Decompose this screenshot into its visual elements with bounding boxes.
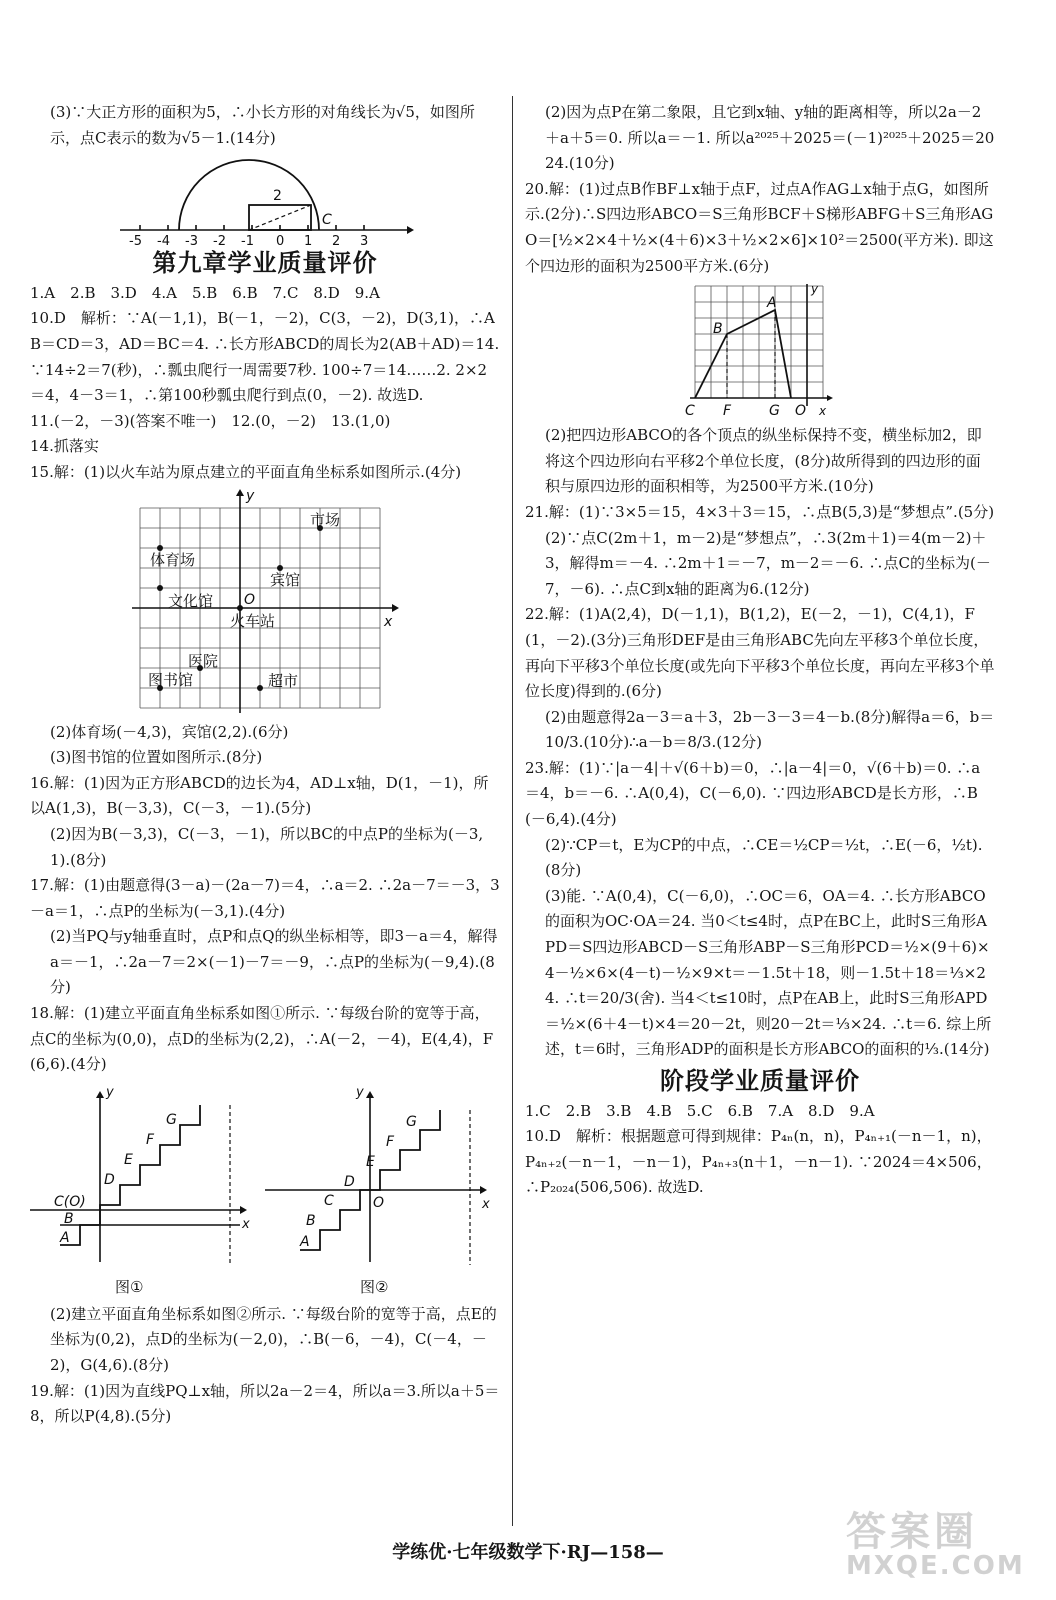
paragraph: 15.解：(1)以火车站为原点建立的平面直角坐标系如图所示.(4分) (30, 462, 462, 481)
tick-label: -3 (185, 234, 198, 246)
paragraph: 18.解：(1)建立平面直角坐标系如图①所示. ∵每级台阶的宽等于高，点C的坐标为(0,0)，点D的坐标为(2,2)，∴A(－2，－4)，E(4,4)，F(6,6).(4分) (30, 1004, 494, 1074)
paragraph: (2)因为点P在第二象限，且它到x轴、y轴的距离相等，所以2a－2＋a＋5＝0. 所以a＝－1. 所以a²⁰²⁵＋2025＝(－1)²⁰²⁵＋2025＝2024.(10分) (545, 103, 995, 173)
point-label: F (146, 1131, 155, 1148)
point-label: O (795, 403, 807, 420)
tick-label: 2 (332, 234, 341, 246)
paragraph: (2)建立平面直角坐标系如图②所示. ∵每级台阶的宽等于高，点E的坐标为(0,2)，点D的坐标为(－2,0)，∴B(－6，－4)，C(－4，－2)，G(4,6).(8分) (50, 1304, 497, 1375)
point-label: B (64, 1210, 74, 1227)
paragraph: 22.解：(1)A(2,4)，D(－1,1)，B(1,2)，E(－2，－1)，C(4,1)，F(1，－2).(3分)三角形DEF是由三角形ABC先向左平移3个单位长度，再向下平移3个单位长度(或先向下平移3个单位长度，再向左平移3个单位长度)得到的.(6分) (525, 605, 995, 701)
stairs-figures (30, 1080, 500, 1300)
axis-label: x (242, 1216, 250, 1232)
watermark-logo (846, 1500, 1036, 1590)
point-label: G (166, 1111, 177, 1128)
paragraph: (2)∵CP＝t，E为CP的中点，∴CE＝½CP＝½t，∴E(－6，½t).(8分) (545, 835, 983, 880)
paragraph: (2)由题意得2a－3＝a＋3，2b－3－3＝4－b.(8分)解得a＝6，b＝10/3.(10分)∴a－b＝8/3.(12分) (545, 707, 995, 752)
place-label: 体育场 (150, 550, 196, 569)
place-label: 文化馆 (168, 591, 214, 610)
stairs-figure-2 (265, 1085, 490, 1296)
place-label: 市场 (310, 510, 341, 529)
paragraph: (3)能. ∵A(0,4)，C(－6,0)，∴OC＝6，OA＝4. ∴长方形ABCO的面积为OC·OA＝24. 当0＜t≤4时，点P在BC上，此时S三角形APD＝S四边形ABCD－S三角形ABP－S三角形PCD＝½×(9＋6)×4－½×6×(4－t)－½×9×t＝－1.5t＋18，则－1.5t＋18＝⅓×24. ∴t＝20/3(舍). 当4＜t≤10时，点P在AB上，此时S三角形APD＝½×(6＋4－t)×4＝20－2t，则20－2t＝⅓×24. ∴t＝6. 综上所述，t＝6时，三角形ADP的面积是长方形ABCO的面积的⅓.(14分) (545, 886, 992, 1059)
map-coordinate-figure (130, 488, 400, 718)
paragraph: 16.解：(1)因为正方形ABCD的边长为4，AD⊥x轴，D(1，－1)，所以A(1,3)，B(－3,3)，C(－3，－1).(5分) (30, 773, 489, 818)
paragraph: 23.解：(1)∵|a－4|＋√(6＋b)＝0，∴|a－4|＝0，√(6＋b)＝0. ∴a＝4，b＝－6. ∴A(0,4)，C(－6,0). ∵四边形ABCD是长方形，∴B(－6,4).(4分) (525, 758, 981, 829)
tick-label: -2 (213, 234, 226, 246)
point-label: B (306, 1212, 316, 1229)
place-label: 医院 (188, 651, 219, 670)
paragraph: 10.D 解析：根据题意可得到规律：P₄ₙ(n，n)，P₄ₙ₊₁(－n－1，n)，P₄ₙ₊₂(－n－1，－n－1)，P₄ₙ₊₃(n＋1，－n－1). ∵2024＝4×506，∴P₂₀₂₄(506,506). 故选D. (525, 1127, 992, 1197)
page-footer: 学练优·七年级数学下·RJ—158— (392, 1542, 664, 1563)
left-column (30, 100, 505, 1430)
quad-grid (695, 286, 823, 398)
axis-label: y (811, 282, 819, 297)
paragraph: (2)∵点C(2m＋1，m－2)是“梦想点”，∴3(2m＋1)＝4(m－2)＋3，解得m＝－4. ∴2m＋1＝－7，m－2＝－6. ∴点C的坐标为(－7，－6). ∴点C到x轴的距离为6.(12分) (545, 528, 991, 598)
point-label: E (366, 1153, 375, 1170)
point-c-label: C (322, 212, 332, 229)
axis-label: y (106, 1084, 114, 1100)
paragraph: (2)当PQ与y轴垂直时，点P和点Q的纵坐标相等，即3－a＝4，解得a＝－1，∴2a－7＝2×(－1)－7＝－9，∴点P的坐标为(－9,4).(8分) (50, 927, 498, 997)
origin-label: O (244, 591, 256, 608)
point-label: B (713, 321, 723, 338)
paragraph: 14.抓落实 (30, 437, 99, 456)
origin-label: O (373, 1194, 385, 1211)
paragraph: 1.A 2.B 3.D 4.A 5.B 6.B 7.C 8.D 9.A (30, 283, 380, 302)
point-label: E (124, 1151, 133, 1168)
place-label: 宾馆 (270, 570, 301, 589)
point-label: G (406, 1113, 417, 1130)
tick-label: -5 (129, 234, 142, 246)
x-axis-label: x (384, 613, 393, 630)
rect-side-label: 2 (273, 188, 282, 205)
paragraph: 11.(－2，－3)(答案不唯一) 12.(0，－2) 13.(1,0) (30, 411, 391, 430)
paragraph: 20.解：(1)过点B作BF⊥x轴于点F，过点A作AG⊥x轴于点G，如图所示.(2分)∴S四边形ABCO＝S三角形BCF＋S梯形ABFG＋S三角形AGO＝[½×2×4＋½×(4＋6)×3＋½×2×6]×10²＝2500(平方米). 即这个四边形的面积为2500平方米.(6分) (525, 179, 994, 275)
point-label: C(O) (54, 1193, 86, 1210)
point-label: C (324, 1192, 334, 1209)
watermark-text: 答案圈 (846, 1509, 978, 1555)
point-label: F (723, 403, 732, 420)
axis-label: y (356, 1084, 364, 1100)
point-label: A (60, 1229, 70, 1246)
place-label: 图书馆 (148, 670, 194, 689)
right-column (525, 100, 995, 1201)
paragraph: (2)因为B(－3,3)，C(－3，－1)，所以BC的中点P的坐标为(－3,1).(8分) (50, 824, 484, 869)
paragraph: (3)∵大正方形的面积为5，∴小长方形的对角线长为√5，如图所示，点C表示的数为√5－1.(14分) (50, 103, 475, 147)
column-divider (512, 96, 513, 1526)
axis-arrow (407, 226, 414, 234)
tick-label: 1 (304, 234, 313, 246)
paragraph: 21.解：(1)∵3×5＝15，4×3＋3＝15，∴点B(5,3)是“梦想点”.(5分) (525, 502, 995, 521)
paragraph: 1.C 2.B 3.B 4.B 5.C 6.B 7.A 8.D 9.A (525, 1101, 875, 1120)
paragraph: (2)体育场(－4,3)，宾馆(2,2).(6分) (50, 722, 289, 741)
axis-label: x (819, 404, 827, 419)
tick-label: 0 (276, 234, 285, 246)
point-label: A (300, 1233, 310, 1250)
figure-caption: 图② (360, 1277, 389, 1296)
paragraph: (2)把四边形ABCO的各个顶点的纵坐标保持不变，横坐标加2，即将这个四边形向右平移2个单位长度，(8分)故所得到的四边形的面积与原四边形的面积相等，为2500平方米.(10分) (545, 426, 982, 496)
paragraph: 10.D 解析：∵A(－1,1)，B(－1，－2)，C(3，－2)，D(3,1)，∴AB＝CD＝3，AD＝BC＝4. ∴长方形ABCD的周长为2(AB＋AD)＝14. ∵14÷2＝7(秒)，∴瓢虫爬行一周需要7秒. 100÷7＝14……2. 2×2＝4，4－3＝1，∴第100秒瓢虫爬行到点(0，－2). 故选D. (30, 309, 505, 405)
section-heading: 阶段学业质量评价 (660, 1067, 860, 1095)
section-heading: 第九章学业质量评价 (152, 249, 378, 278)
figure-caption: 图① (115, 1277, 144, 1296)
point-label: D (344, 1173, 355, 1190)
quadrilateral-figure (685, 281, 835, 421)
paragraph: (3)图书馆的位置如图所示.(8分) (50, 748, 263, 767)
place-label: 火车站 (230, 611, 276, 630)
point-label: C (685, 403, 695, 420)
place-label: 超市 (268, 671, 299, 690)
number-line-figure (115, 153, 415, 245)
paragraph: 19.解：(1)因为直线PQ⊥x轴，所以2a－2＝4，所以a＝3.所以a＋5＝8，所以P(4,8).(5分) (30, 1381, 500, 1426)
stairs-figure-1 (30, 1085, 250, 1296)
point-label: F (386, 1133, 395, 1150)
point-label: D (104, 1171, 115, 1188)
tick-label: -4 (157, 234, 170, 246)
axis-label: x (482, 1196, 490, 1212)
watermark-url: MXQE.COM (846, 1551, 1025, 1581)
paragraph: 17.解：(1)由题意得(3－a)－(2a－7)＝4，∴a＝2. ∴2a－7＝－3，3－a＝1，∴点P的坐标为(－3,1).(4分) (30, 876, 500, 920)
tick-label: 3 (360, 234, 369, 246)
tick-label: -1 (241, 234, 254, 246)
y-axis-label: y (246, 487, 255, 504)
point-label: G (769, 403, 780, 420)
point-label: A (767, 295, 777, 312)
